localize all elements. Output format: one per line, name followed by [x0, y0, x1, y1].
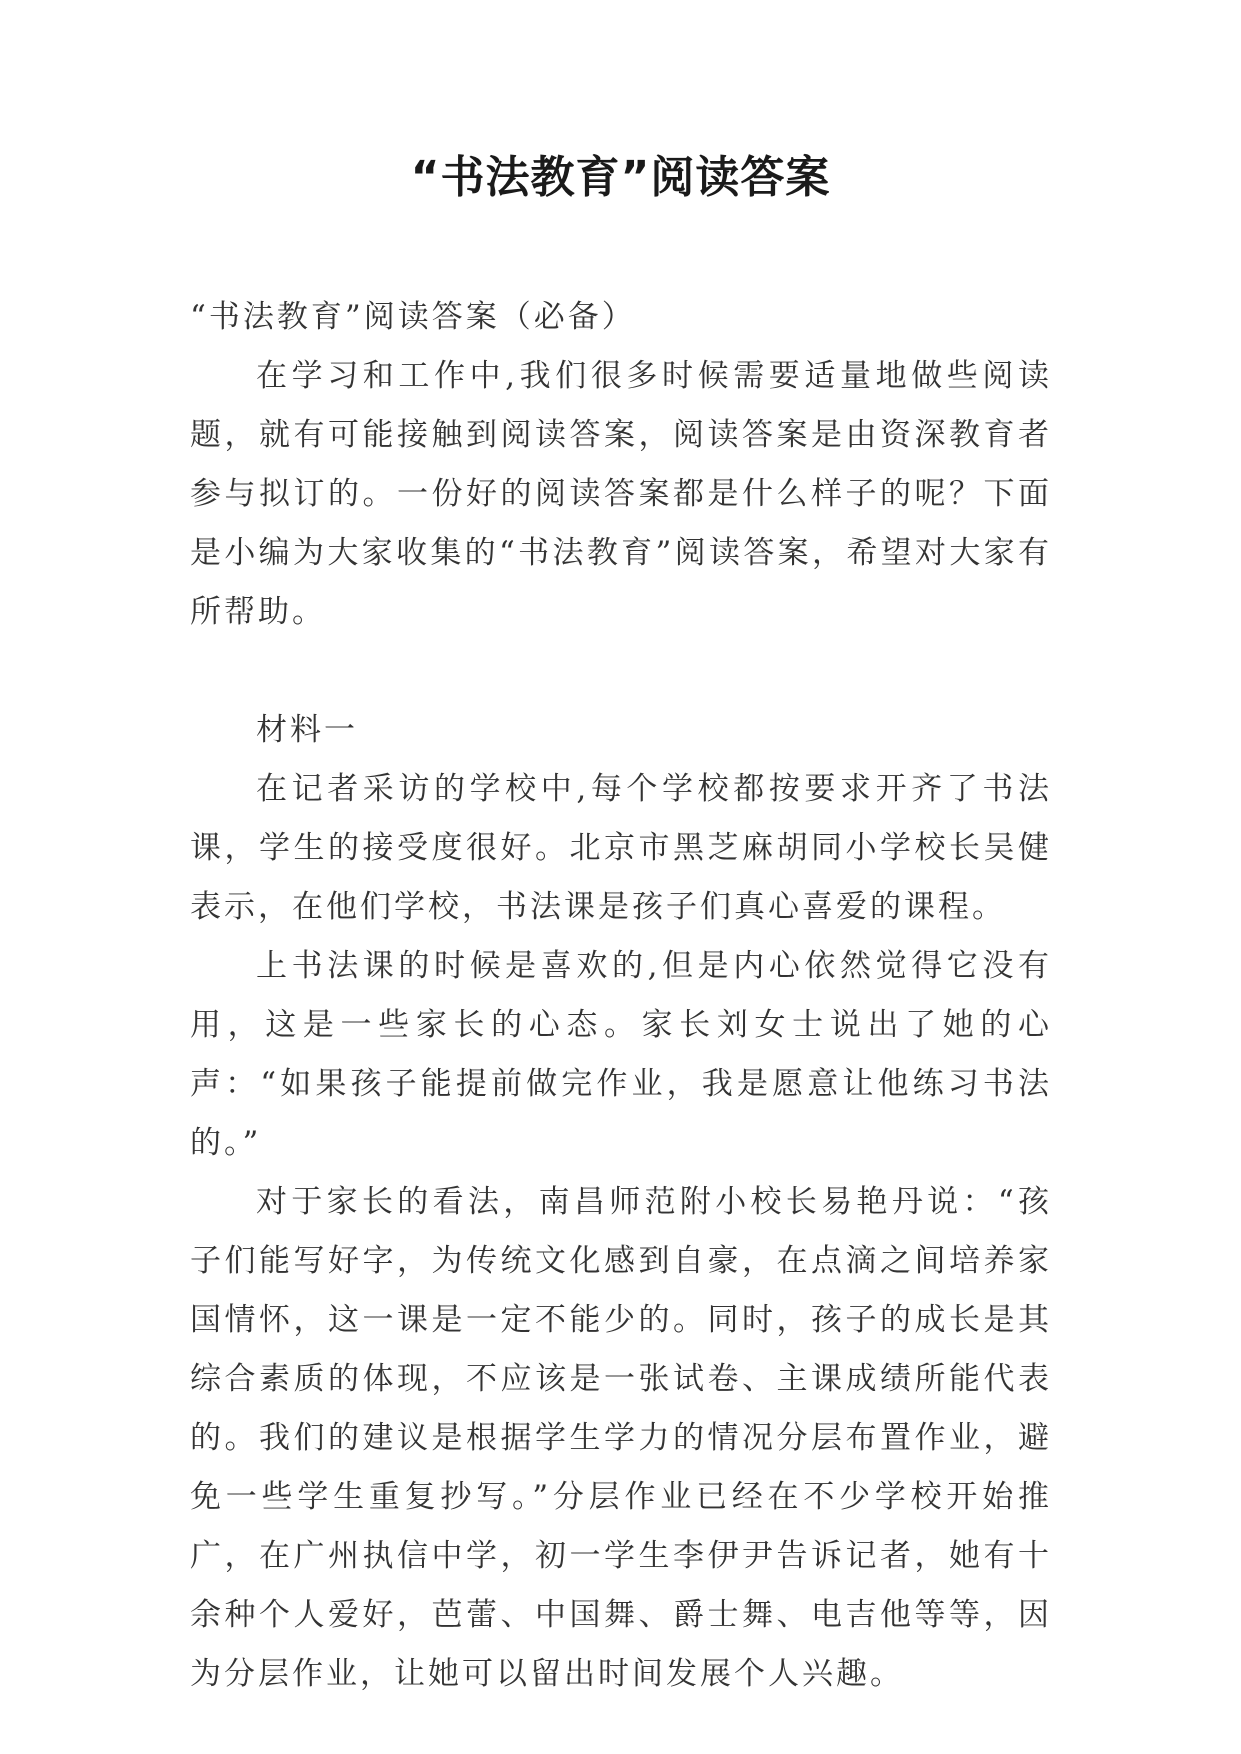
document-subtitle: “书法教育”阅读答案（必备）	[190, 299, 636, 335]
body-paragraph: 上书法课的时候是喜欢的,但是内心依然觉得它没有用，这是一些家长的心态。家长刘女士说出了她的心声：“如果孩子能提前做完作业，我是愿意让他练习书法的。”	[190, 948, 1052, 1161]
section-label: 材料一	[256, 712, 358, 748]
body-paragraph: 对于家长的看法，南昌师范附小校长易艳丹说：“孩子们能写好字，为传统文化感到自豪，在点滴之间培养家国情怀，这一课是一定不能少的。同时，孩子的成长是其综合素质的体现，不应该是一张试卷、主课成绩所能代表的。我们的建议是根据学生学力的情况分层布置作业，避免一些学生重复抄写。”分层作业已经在不少学校开始推广，在广州执信中学，初一学生李伊尹告诉记者，她有十余种个人爱好，芭蕾、中国舞、爵士舞、电吉他等等，因为分层作业，让她可以留出时间发展个人兴趣。	[190, 1184, 1052, 1692]
body-paragraph: 在记者采访的学校中,每个学校都按要求开齐了书法课，学生的接受度很好。北京市黑芝麻胡同小学校长吴健表示，在他们学校，书法课是孩子们真心喜爱的课程。	[190, 771, 1052, 925]
document-title: “书法教育”阅读答案	[410, 152, 831, 203]
intro-paragraph: 在学习和工作中,我们很多时候需要适量地做些阅读题，就有可能接触到阅读答案，阅读答案是由资深教育者参与拟订的。一份好的阅读答案都是什么样子的呢？下面是小编为大家收集的“书法教育”阅读答案，希望对大家有所帮助。	[190, 358, 1052, 630]
document-body	[190, 288, 1052, 1704]
paragraph-spacer	[190, 642, 1052, 701]
